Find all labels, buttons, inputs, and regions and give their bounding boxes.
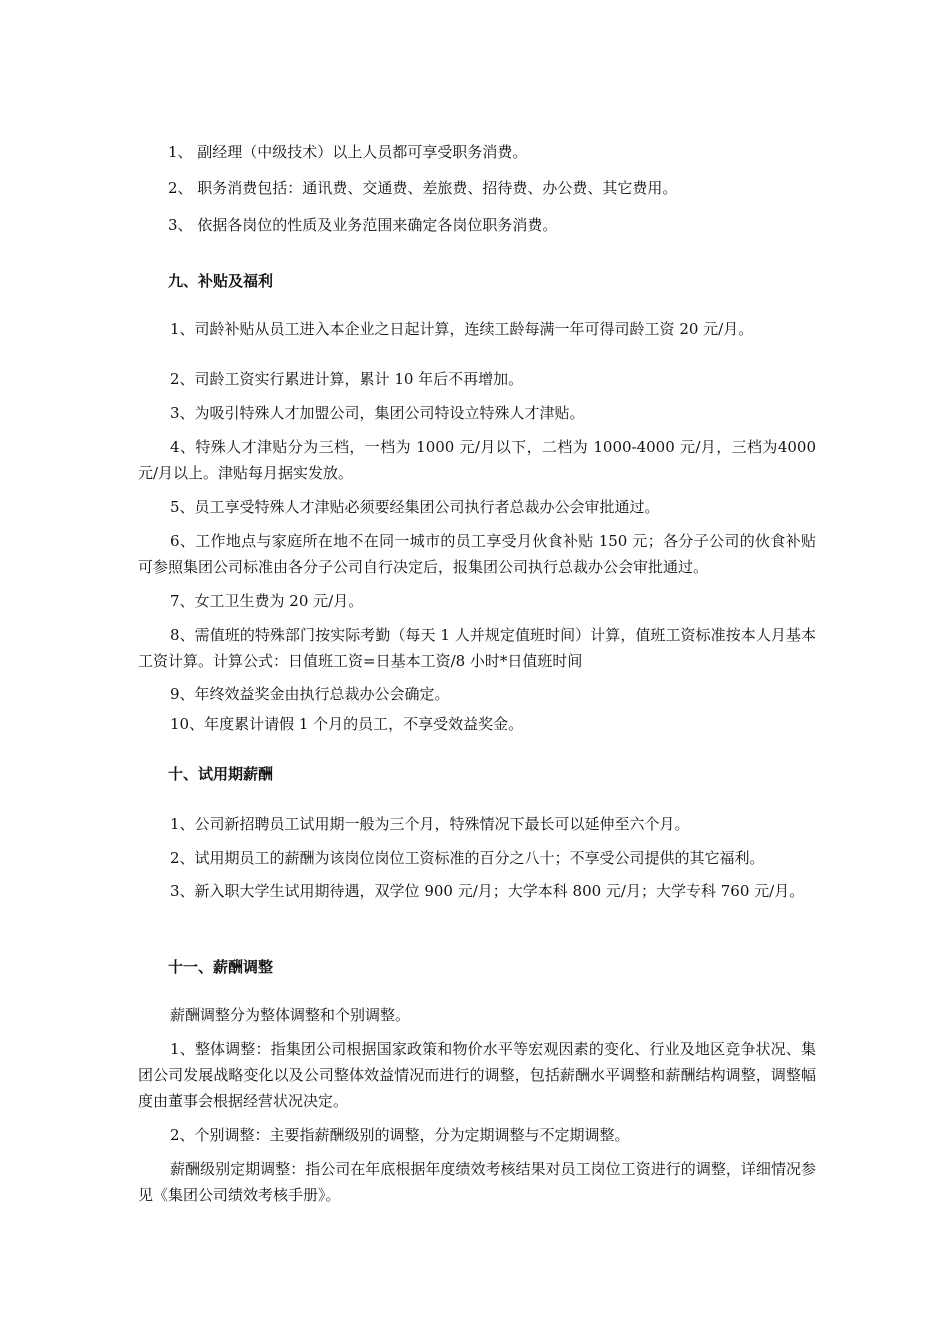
section-9-item-4: 4、特殊人才津贴分为三档，一档为 1000 元/月以下，二档为 1000-4000 元/月，三档为4000 元/月以上。津贴每月据实发放。 (138, 438, 816, 482)
section-9-item-1: 1、司龄补贴从员工进入本企业之日起计算，连续工龄每满一年可得司龄工资 20 元/月。 (170, 320, 754, 338)
section-10-item-3: 3、新入职大学生试用期待遇，双学位 900 元/月；大学本科 800 元/月；大学专科 760 元/月。 (170, 882, 805, 900)
section-9-heading: 九、补贴及福利 (168, 272, 274, 290)
section-11-item-1: 1、整体调整：指集团公司根据国家政策和物价水平等宏观因素的变化、行业及地区竞争状况、集团公司发展战略变化以及公司整体效益情况而进行的调整，包括薪酬水平调整和薪酬结构调整，调整幅度由董事会根据经营状况决定。 (138, 1040, 816, 1110)
section-10-item-2: 2、试用期员工的薪酬为该岗位岗位工资标准的百分之八十；不享受公司提供的其它福利。 (170, 849, 765, 867)
section-9-item-9: 9、年终效益奖金由执行总裁办公会确定。 (170, 685, 450, 703)
section-9-item-6: 6、工作地点与家庭所在地不在同一城市的员工享受月伙食补贴 150 元；各分子公司的伙食补贴可参照集团公司标准由各分子公司自行决定后，报集团公司执行总裁办公会审批通过。 (138, 532, 816, 576)
section-10-item-1: 1、公司新招聘员工试用期一般为三个月，特殊情况下最长可以延伸至六个月。 (170, 815, 690, 833)
section-9-item-8: 8、需值班的特殊部门按实际考勤（每天 1 人并规定值班时间）计算，值班工资标准按本人月基本工资计算。计算公式：日值班工资=日基本工资/8 小时*日值班时间 (138, 626, 816, 670)
section-9-item-2: 2、司龄工资实行累进计算，累计 10 年后不再增加。 (170, 370, 524, 388)
expense-item-1: 1、 副经理（中级技术）以上人员都可享受职务消费。 (168, 143, 528, 161)
section-11-item-2: 2、个别调整：主要指薪酬级别的调整，分为定期调整与不定期调整。 (170, 1126, 630, 1144)
section-11-intro: 薪酬调整分为整体调整和个别调整。 (170, 1006, 411, 1024)
expense-item-3: 3、 依据各岗位的性质及业务范围来确定各岗位职务消费。 (168, 216, 558, 234)
section-11-heading: 十一、薪酬调整 (168, 958, 274, 976)
section-9-item-3: 3、为吸引特殊人才加盟公司，集团公司特设立特殊人才津贴。 (170, 404, 585, 422)
section-9-item-7: 7、女工卫生费为 20 元/月。 (170, 592, 364, 610)
expense-item-2: 2、 职务消费包括：通讯费、交通费、差旅费、招待费、办公费、其它费用。 (168, 179, 678, 197)
section-9-item-10: 10、年度累计请假 1 个月的员工，不享受效益奖金。 (170, 715, 524, 733)
section-9-item-5: 5、员工享受特殊人才津贴必须要经集团公司执行者总裁办公会审批通过。 (170, 498, 660, 516)
section-11-item-3: 薪酬级别定期调整：指公司在年底根据年度绩效考核结果对员工岗位工资进行的调整，详细情况参见《集团公司绩效考核手册》。 (138, 1160, 816, 1204)
section-10-heading: 十、试用期薪酬 (168, 765, 274, 783)
